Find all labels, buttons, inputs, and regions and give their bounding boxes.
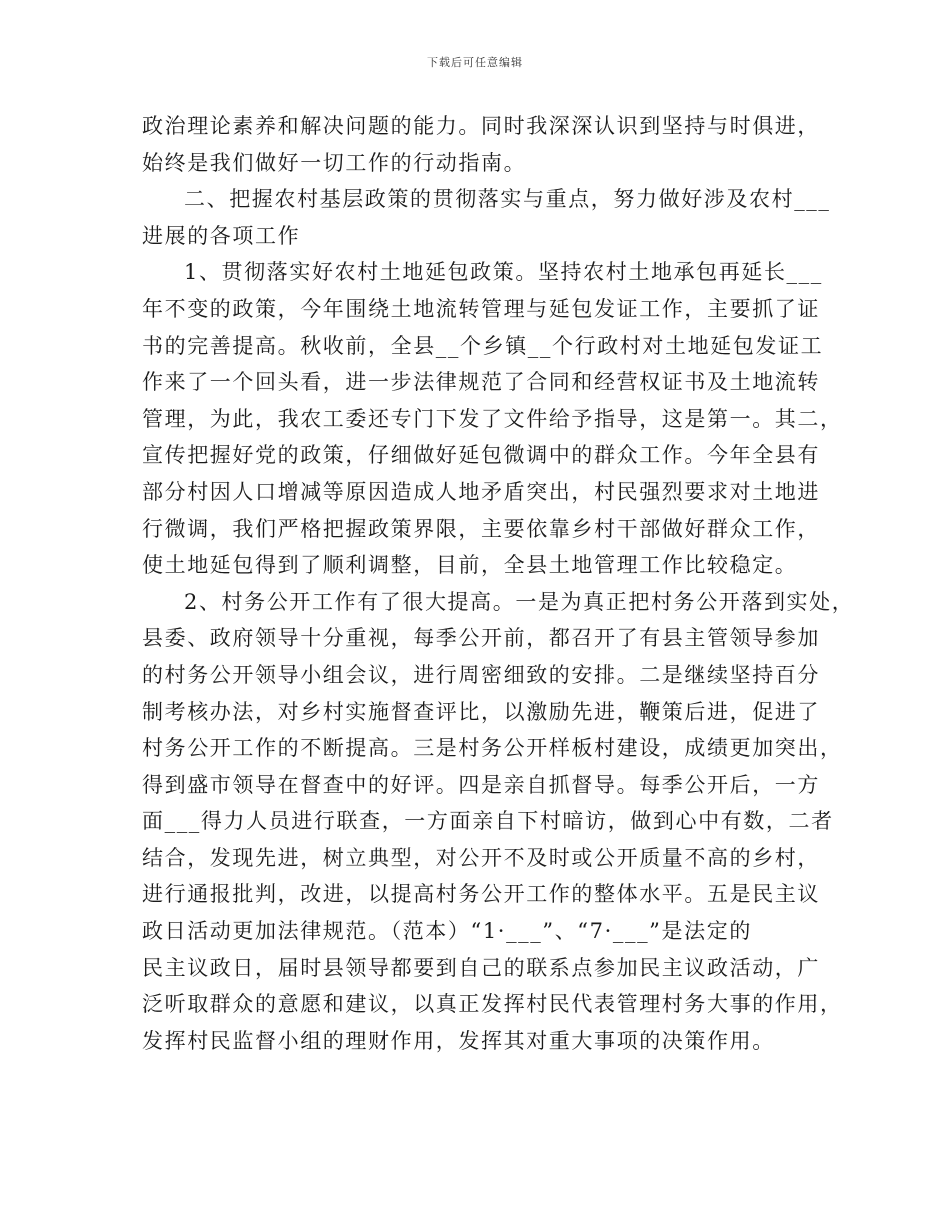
text-line: 管理，为此，我农工委还专门下发了文件给予指导，这是第一。其二， bbox=[142, 406, 843, 431]
text-line: 年不变的政策，今年围绕土地流转管理与延包发证工作，主要抓了证 bbox=[142, 296, 820, 321]
text-line: 民主议政日，届时县领导都要到自己的联系点参加民主议政活动，广 bbox=[142, 955, 820, 980]
text-line: 县委、政府领导十分重视，每季公开前，都召开了有县主管领导参加 bbox=[142, 626, 820, 651]
text-line: 政治理论素养和解决问题的能力。同时我深深认识到坚持与时俱进， bbox=[142, 114, 820, 138]
heading-line: 二、把握农村基层政策的贯彻落实与重点，努力做好涉及农村___ bbox=[184, 187, 831, 212]
section-heading-2 bbox=[142, 181, 831, 254]
text-line: 行微调，我们严格把握政策界限，主要依靠乡村干部做好群众工作， bbox=[142, 516, 820, 541]
text-line: 2、村务公开工作有了很大提高。一是为真正把村务公开落到实处， bbox=[184, 589, 855, 614]
text-line: 1、贯彻落实好农村土地延包政策。坚持农村土地承包再延长___ bbox=[184, 260, 823, 285]
heading-line: 进展的各项工作 bbox=[142, 223, 301, 248]
text-line: 结合，发现先进，树立典型，对公开不及时或公开质量不高的乡村， bbox=[142, 845, 820, 870]
text-line: 面___得力人员进行联查，一方面亲自下村暗访，做到心中有数，二者 bbox=[142, 809, 834, 834]
paragraph-item-1 bbox=[142, 254, 843, 583]
text-line: 进行通报批判，改进，以提高村务公开工作的整体水平。五是民主议 bbox=[142, 882, 820, 907]
text-line: 制考核办法，对乡村实施督查评比，以激励先进，鞭策后进，促进了 bbox=[142, 699, 820, 724]
text-line: 作来了一个回头看，进一步法律规范了合同和经营权证书及土地流转 bbox=[142, 370, 820, 395]
text-line: 发挥村民监督小组的理财作用，发挥其对重大事项的决策作用。 bbox=[142, 1028, 775, 1053]
paragraph-item-2 bbox=[142, 584, 855, 1060]
text-line: 村务公开工作的不断提高。三是村务公开样板村建设，成绩更加突出， bbox=[142, 736, 843, 761]
text-line: 的村务公开领导小组会议，进行周密细致的安排。二是继续坚持百分 bbox=[142, 662, 820, 687]
text-line: 使土地延包得到了顺利调整，目前，全县土地管理工作比较稳定。 bbox=[142, 553, 798, 578]
document-body bbox=[142, 108, 855, 1059]
text-line: 书的完善提高。秋收前，全县__个乡镇__个行政村对土地延包发证工 bbox=[142, 333, 824, 358]
text-line: 得到盛市领导在督查中的好评。四是亲自抓督导。每季公开后，一方 bbox=[142, 772, 820, 797]
text-line: 始终是我们做好一切工作的行动指南。 bbox=[142, 150, 527, 175]
text-line: 部分村因人口增减等原因造成人地矛盾突出，村民强烈要求对土地进 bbox=[142, 479, 820, 504]
text-line: 泛听取群众的意愿和建议，以真正发挥村民代表管理村务大事的作用， bbox=[142, 992, 843, 1017]
text-line: 宣传把握好党的政策，仔细做好延包微调中的群众工作。今年全县有 bbox=[142, 443, 820, 468]
page-header: 下载后可任意编辑 bbox=[427, 56, 523, 69]
text-line: 政日活动更加法律规范。（范本）“1·___”、“7·___”是法定的 bbox=[142, 919, 752, 944]
paragraph-intro-continuation bbox=[142, 108, 822, 181]
